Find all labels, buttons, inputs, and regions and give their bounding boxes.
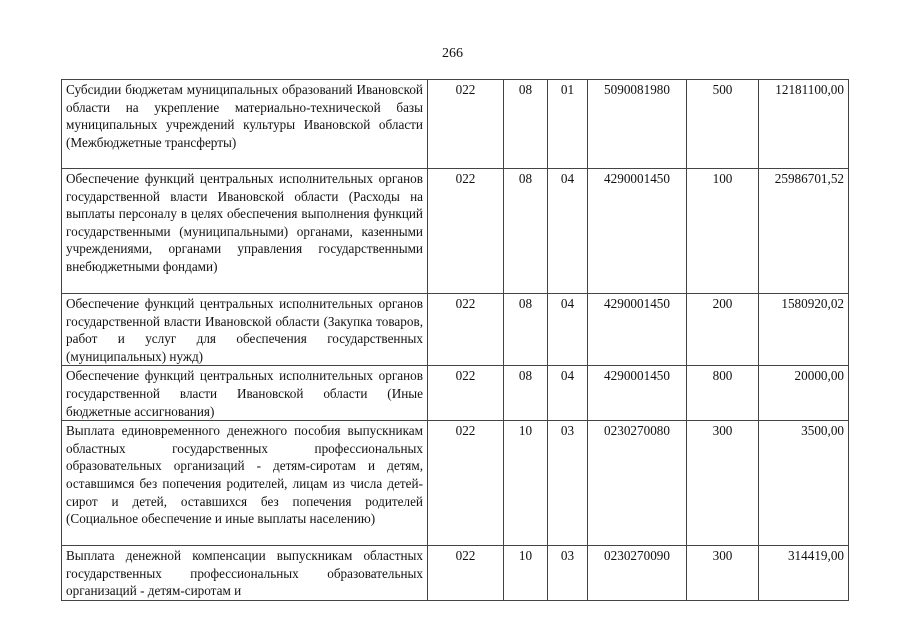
- subsection-code: 04: [548, 294, 588, 366]
- subsection-code: 01: [548, 80, 588, 169]
- section-code: 08: [504, 366, 548, 421]
- expense-type-code: 300: [687, 421, 759, 546]
- section-code: 10: [504, 546, 548, 601]
- target-article-code: 4290001450: [588, 169, 687, 294]
- expense-type-code: 300: [687, 546, 759, 601]
- budget-table: [61, 79, 849, 601]
- row-description: Выплата единовременного денежного пособия выпускникам областных государственных профессиональных образовательных организаций - детям-сиротам и детям, оставшимся без попечения родителей, лицам из числа детей-сирот и детей, оставшихся без попечения родителей (Социальное обеспечение и иные выплаты населению): [62, 421, 428, 546]
- ministry-code: 022: [428, 421, 504, 546]
- row-description: Обеспечение функций центральных исполнительных органов государственной власти Ивановской области (Расходы на выплаты персоналу в целях обеспечения выполнения функций государственными (муниципальными) органами, казенными учреждениями, органами управления государственными внебюджетными фондами): [62, 169, 428, 294]
- table-row: [62, 421, 849, 546]
- target-article-code: 0230270080: [588, 421, 687, 546]
- target-article-code: 0230270090: [588, 546, 687, 601]
- section-code: 08: [504, 169, 548, 294]
- subsection-code: 03: [548, 421, 588, 546]
- expense-type-code: 100: [687, 169, 759, 294]
- amount: 1580920,02: [759, 294, 849, 366]
- section-code: 10: [504, 421, 548, 546]
- section-code: 08: [504, 80, 548, 169]
- expense-type-code: 800: [687, 366, 759, 421]
- ministry-code: 022: [428, 169, 504, 294]
- expense-type-code: 200: [687, 294, 759, 366]
- amount: 20000,00: [759, 366, 849, 421]
- subsection-code: 04: [548, 366, 588, 421]
- row-description: Обеспечение функций центральных исполнительных органов государственной власти Ивановской области (Иные бюджетные ассигнования): [62, 366, 428, 421]
- ministry-code: 022: [428, 294, 504, 366]
- section-code: 08: [504, 294, 548, 366]
- target-article-code: 5090081980: [588, 80, 687, 169]
- expense-type-code: 500: [687, 80, 759, 169]
- table-row: [62, 366, 849, 421]
- table-row: [62, 294, 849, 366]
- amount: 314419,00: [759, 546, 849, 601]
- ministry-code: 022: [428, 80, 504, 169]
- table-row: [62, 80, 849, 169]
- subsection-code: 03: [548, 546, 588, 601]
- ministry-code: 022: [428, 366, 504, 421]
- page-number: 266: [442, 46, 463, 61]
- row-description: Субсидии бюджетам муниципальных образований Ивановской области на укрепление материально-технической базы муниципальных учреждений культуры Ивановской области (Межбюджетные трансферты): [62, 80, 428, 169]
- table-row: [62, 169, 849, 294]
- amount: 25986701,52: [759, 169, 849, 294]
- amount: 3500,00: [759, 421, 849, 546]
- row-description: Обеспечение функций центральных исполнительных органов государственной власти Ивановской области (Закупка товаров, работ и услуг для обеспечения государственных (муниципальных) нужд): [62, 294, 428, 366]
- target-article-code: 4290001450: [588, 294, 687, 366]
- ministry-code: 022: [428, 546, 504, 601]
- row-description: Выплата денежной компенсации выпускникам областных государственных профессиональных образовательных организаций - детям-сиротам и: [62, 546, 428, 601]
- target-article-code: 4290001450: [588, 366, 687, 421]
- subsection-code: 04: [548, 169, 588, 294]
- amount: 12181100,00: [759, 80, 849, 169]
- table-row: [62, 546, 849, 601]
